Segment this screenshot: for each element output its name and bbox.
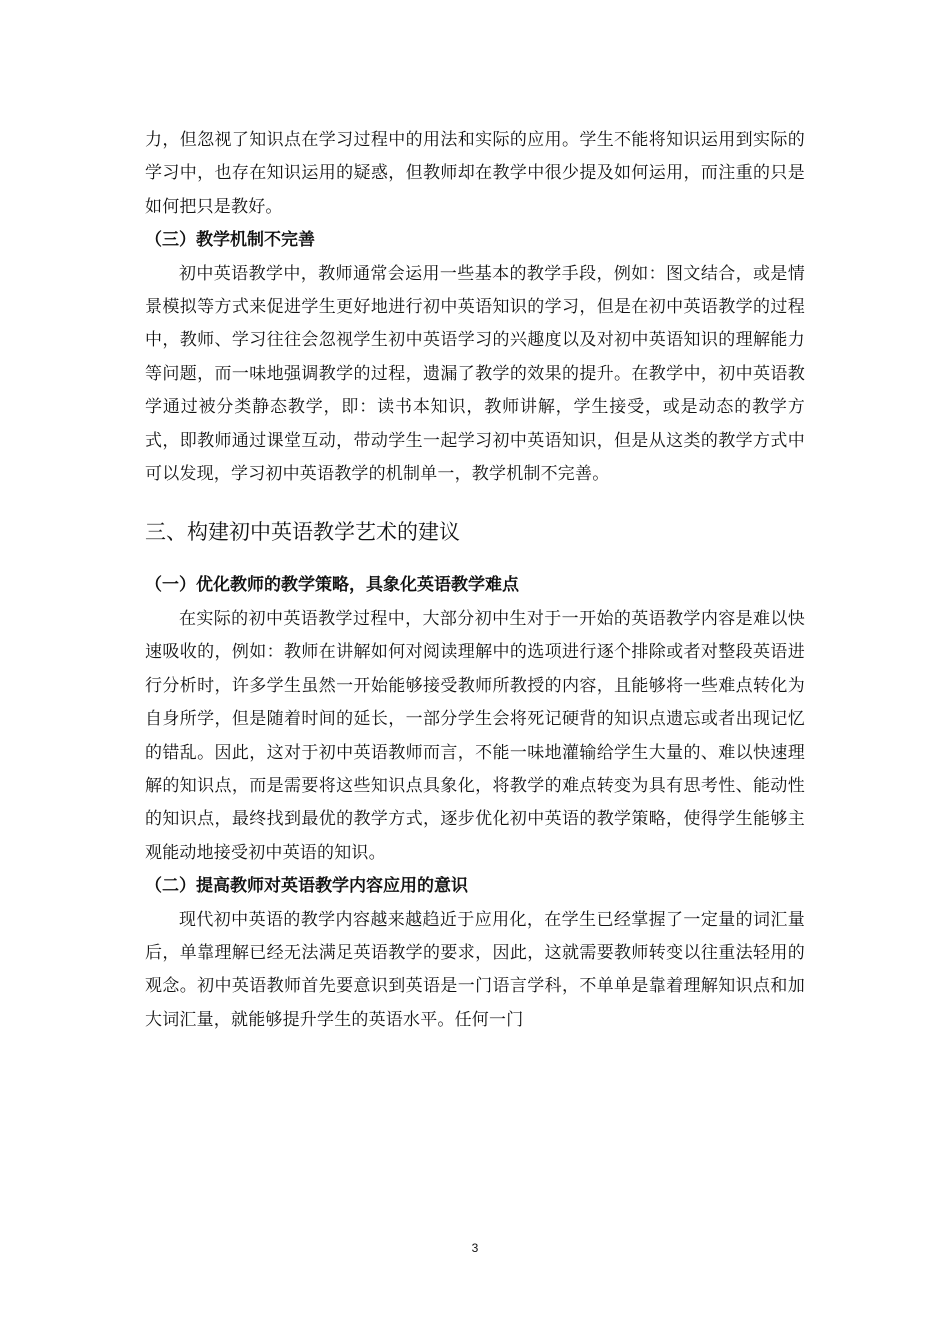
paragraph-application-awareness: 现代初中英语的教学内容越来越趋近于应用化，在学生已经掌握了一定量的词汇量后，单靠理解已经无法满足英语教学的要求，因此，这就需要教师转变以往重法轻用的观念。初中英语教师首先要意识到英语是一门语言学科，不单单是靠着理解知识点和加大词汇量，就能够提升学生的英语水平。任何一门 [145, 909, 805, 1030]
paragraph-optimize-strategy: 在实际的初中英语教学过程中，大部分初中生对于一开始的英语教学内容是难以快速吸收的，例如：教师在讲解如何对阅读理解中的选项进行逐个排除或者对整段英语进行分析时，许多学生虽然一开始能够接受教师所教授的内容，且能够将一些难点转化为自身所学，但是随着时间的延长，一部分学生会将死记硬背的知识点遗忘或者出现记忆的错乱。因此，这对于初中英语教师而言，不能一味地灌输给学生大量的、难以快速理解的知识点，而是需要将这些知识点具象化，将教学的难点转变为具有思考性、能动性的知识点，最终找到最优的教学方式，逐步优化初中英语的教学策略，使得学生能够主观能动地接受初中英语的知识。 [145, 608, 805, 863]
paragraph-teaching-mechanism: 初中英语教学中，教师通常会运用一些基本的教学手段，例如：图文结合，或是情景模拟等方式来促进学生更好地进行初中英语知识的学习，但是在初中英语教学的过程中，教师、学习往往会忽视学生初中英语学习的兴趣度以及对初中英语知识的理解能力等问题，而一味地强调教学的过程，遗漏了教学的效果的提升。在教学中，初中英语教学通过被分类静态教学，即：读书本知识，教师讲解，学生接受，或是动态的教学方式，即教师通过课堂互动，带动学生一起学习初中英语知识，但是从这类的教学方式中可以发现，学习初中英语教学的机制单一，教学机制不完善。 [145, 263, 805, 485]
page-number: 3 [471, 1241, 479, 1255]
subheading-teaching-mechanism: （三）教学机制不完善 [145, 230, 315, 251]
subheading-application-awareness: （二）提高教师对英语教学内容应用的意识 [145, 876, 468, 897]
page-body [145, 124, 805, 1037]
subheading-optimize-strategy: （一）优化教师的教学策略，具象化英语教学难点 [145, 575, 519, 596]
paragraph-continuation: 力，但忽视了知识点在学习过程中的用法和实际的应用。学生不能将知识运用到实际的学习中，也存在知识运用的疑惑，但教师却在教学中很少提及如何运用，而注重的只是如何把只是教好。 [145, 130, 805, 217]
section-heading-suggestions: 三、构建初中英语教学艺术的建议 [145, 520, 460, 545]
